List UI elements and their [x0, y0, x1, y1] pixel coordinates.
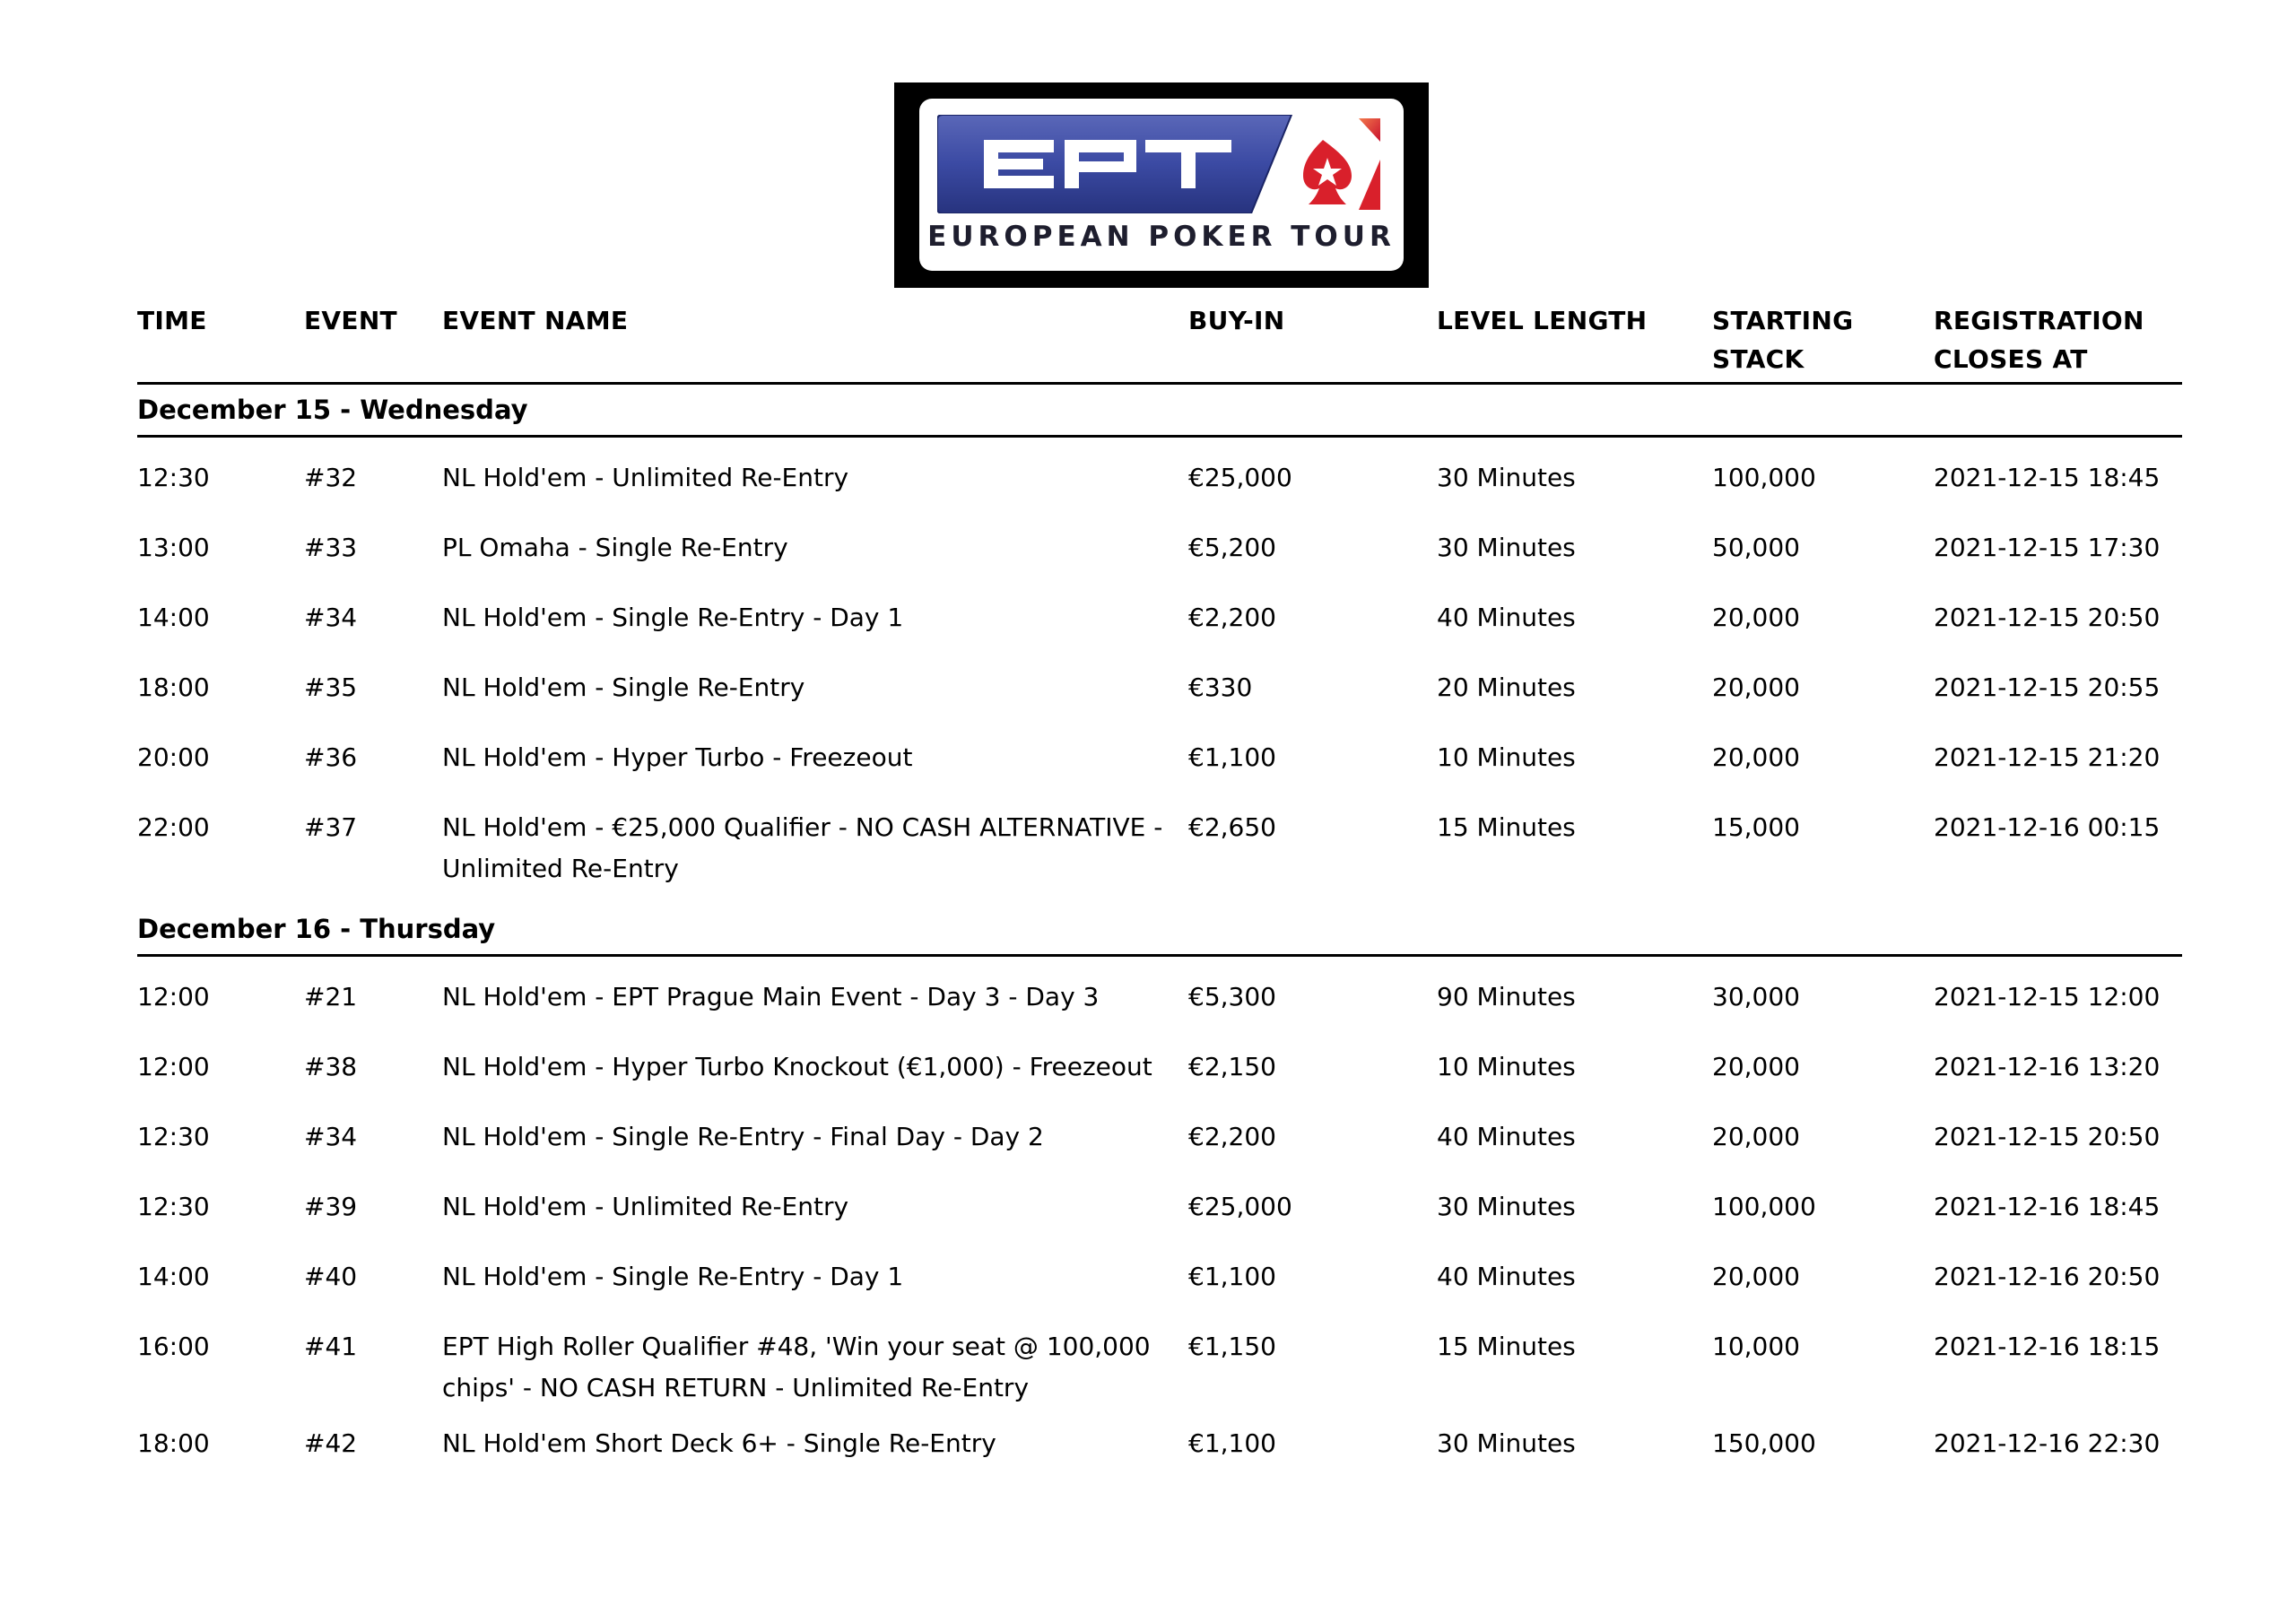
cell-level-length: 30 Minutes: [1437, 533, 1576, 562]
cell-starting-stack: 20,000: [1712, 1262, 1800, 1291]
day-heading: [137, 904, 2182, 957]
cell-event-name: NL Hold'em - EPT Prague Main Event - Day 3 - Day 3: [442, 982, 1100, 1011]
cell-event: #35: [304, 673, 358, 702]
table-row: [137, 1046, 2182, 1116]
cell-event: #33: [304, 533, 358, 562]
header-registration-closes: REGISTRATION CLOSES AT: [1934, 306, 2144, 374]
cell-event-name: NL Hold'em - Hyper Turbo Knockout (€1,000) - Freezeout: [442, 1052, 1152, 1081]
schedule-table: [137, 301, 2182, 1493]
cell-event: #40: [304, 1262, 358, 1291]
cell-starting-stack: 20,000: [1712, 1052, 1800, 1081]
header-level-length: LEVEL LENGTH: [1437, 306, 1648, 335]
cell-starting-stack: 20,000: [1712, 1122, 1800, 1151]
table-row: [137, 527, 2182, 597]
cell-event: #37: [304, 812, 358, 842]
cell-level-length: 20 Minutes: [1437, 673, 1576, 702]
table-row: [137, 667, 2182, 737]
cell-registration-closes: 2021-12-15 18:45: [1934, 463, 2161, 492]
cell-time: 20:00: [137, 742, 210, 772]
cell-registration-closes: 2021-12-15 21:20: [1934, 742, 2161, 772]
cell-level-length: 30 Minutes: [1437, 1192, 1576, 1221]
cell-buy-in: €1,100: [1188, 1262, 1276, 1291]
cell-buy-in: €2,200: [1188, 603, 1276, 632]
day-heading: [137, 385, 2182, 438]
header-buy-in: BUY-IN: [1188, 306, 1285, 335]
ept-wordmark-graphic: [937, 115, 1386, 213]
header-time: TIME: [137, 306, 207, 335]
cell-event-name: NL Hold'em - €25,000 Qualifier - NO CASH ALTERNATIVE - Unlimited Re-Entry: [442, 812, 1163, 883]
header-event-name: EVENT NAME: [442, 306, 629, 335]
cell-registration-closes: 2021-12-16 00:15: [1934, 812, 2161, 842]
cell-event-name: EPT High Roller Qualifier #48, 'Win your seat @ 100,000 chips' - NO CASH RETURN - Unlimited Re-Entry: [442, 1332, 1151, 1402]
cell-event-name: NL Hold'em - Single Re-Entry: [442, 673, 805, 702]
cell-time: 14:00: [137, 603, 210, 632]
cell-event: #39: [304, 1192, 358, 1221]
cell-registration-closes: 2021-12-16 18:45: [1934, 1192, 2161, 1221]
cell-time: 12:30: [137, 463, 210, 492]
cell-starting-stack: 10,000: [1712, 1332, 1800, 1361]
cell-event-name: NL Hold'em - Unlimited Re-Entry: [442, 463, 849, 492]
cell-event: #41: [304, 1332, 358, 1361]
cell-starting-stack: 20,000: [1712, 603, 1800, 632]
cell-event-name: NL Hold'em - Unlimited Re-Entry: [442, 1192, 849, 1221]
cell-time: 12:30: [137, 1192, 210, 1221]
cell-starting-stack: 100,000: [1712, 463, 1816, 492]
table-row: [137, 1116, 2182, 1186]
cell-event-name: NL Hold'em - Single Re-Entry - Final Day - Day 2: [442, 1122, 1044, 1151]
cell-time: 18:00: [137, 1428, 210, 1458]
cell-time: 18:00: [137, 673, 210, 702]
cell-buy-in: €2,200: [1188, 1122, 1276, 1151]
cell-buy-in: €1,100: [1188, 1428, 1276, 1458]
cell-time: 12:00: [137, 982, 210, 1011]
cell-event-name: NL Hold'em - Single Re-Entry - Day 1: [442, 1262, 904, 1291]
cell-buy-in: €1,100: [1188, 742, 1276, 772]
cell-registration-closes: 2021-12-15 20:55: [1934, 673, 2161, 702]
cell-event-name: NL Hold'em - Single Re-Entry - Day 1: [442, 603, 904, 632]
cell-time: 12:00: [137, 1052, 210, 1081]
table-row: [137, 597, 2182, 667]
header-event: EVENT: [304, 306, 397, 335]
cell-event: #42: [304, 1428, 358, 1458]
logo-tagline: EUROPEAN POKER TOUR: [927, 221, 1396, 253]
cell-registration-closes: 2021-12-15 12:00: [1934, 982, 2161, 1011]
table-row: [137, 737, 2182, 807]
cell-starting-stack: 100,000: [1712, 1192, 1816, 1221]
cell-event: #32: [304, 463, 358, 492]
cell-registration-closes: 2021-12-15 17:30: [1934, 533, 2161, 562]
cell-registration-closes: 2021-12-15 20:50: [1934, 1122, 2161, 1151]
cell-registration-closes: 2021-12-16 18:15: [1934, 1332, 2161, 1361]
cell-level-length: 10 Minutes: [1437, 742, 1576, 772]
logo-panel: [919, 99, 1404, 271]
cell-level-length: 30 Minutes: [1437, 1428, 1576, 1458]
cell-time: 16:00: [137, 1332, 210, 1361]
logo-banner: [937, 115, 1386, 213]
cell-buy-in: €25,000: [1188, 463, 1292, 492]
cell-level-length: 15 Minutes: [1437, 812, 1576, 842]
cell-event-name: NL Hold'em - Hyper Turbo - Freezeout: [442, 742, 913, 772]
cell-buy-in: €1,150: [1188, 1332, 1276, 1361]
cell-registration-closes: 2021-12-16 13:20: [1934, 1052, 2161, 1081]
cell-buy-in: €2,150: [1188, 1052, 1276, 1081]
table-row: [137, 976, 2182, 1046]
cell-buy-in: €25,000: [1188, 1192, 1292, 1221]
cell-time: 14:00: [137, 1262, 210, 1291]
cell-registration-closes: 2021-12-16 20:50: [1934, 1262, 2161, 1291]
cell-buy-in: €330: [1188, 673, 1253, 702]
cell-level-length: 30 Minutes: [1437, 463, 1576, 492]
day-label: December 16 - Thursday: [137, 914, 496, 944]
ept-logo: [894, 82, 1429, 288]
header-starting-stack: STARTING STACK: [1712, 306, 1854, 374]
cell-level-length: 40 Minutes: [1437, 1262, 1576, 1291]
table-row: [137, 1326, 2182, 1423]
cell-registration-closes: 2021-12-15 20:50: [1934, 603, 2161, 632]
cell-time: 13:00: [137, 533, 210, 562]
cell-starting-stack: 15,000: [1712, 812, 1800, 842]
cell-starting-stack: 150,000: [1712, 1428, 1816, 1458]
cell-event: #21: [304, 982, 358, 1011]
cell-buy-in: €5,200: [1188, 533, 1276, 562]
cell-buy-in: €2,650: [1188, 812, 1276, 842]
cell-level-length: 40 Minutes: [1437, 1122, 1576, 1151]
cell-level-length: 90 Minutes: [1437, 982, 1576, 1011]
cell-buy-in: €5,300: [1188, 982, 1276, 1011]
cell-event: #38: [304, 1052, 358, 1081]
cell-level-length: 15 Minutes: [1437, 1332, 1576, 1361]
table-row: [137, 1186, 2182, 1256]
table-header: [137, 301, 2182, 385]
table-row: [137, 807, 2182, 904]
cell-event-name: PL Omaha - Single Re-Entry: [442, 533, 788, 562]
cell-starting-stack: 50,000: [1712, 533, 1800, 562]
cell-time: 12:30: [137, 1122, 210, 1151]
cell-event: #34: [304, 603, 358, 632]
cell-event: #36: [304, 742, 358, 772]
table-row: [137, 457, 2182, 527]
cell-registration-closes: 2021-12-16 22:30: [1934, 1428, 2161, 1458]
table-row: [137, 1423, 2182, 1493]
cell-event: #34: [304, 1122, 358, 1151]
day-label: December 15 - Wednesday: [137, 395, 528, 425]
cell-starting-stack: 20,000: [1712, 673, 1800, 702]
cell-level-length: 40 Minutes: [1437, 603, 1576, 632]
cell-starting-stack: 20,000: [1712, 742, 1800, 772]
cell-level-length: 10 Minutes: [1437, 1052, 1576, 1081]
table-row: [137, 1256, 2182, 1326]
cell-starting-stack: 30,000: [1712, 982, 1800, 1011]
cell-event-name: NL Hold'em Short Deck 6+ - Single Re-Entry: [442, 1428, 996, 1458]
cell-time: 22:00: [137, 812, 210, 842]
